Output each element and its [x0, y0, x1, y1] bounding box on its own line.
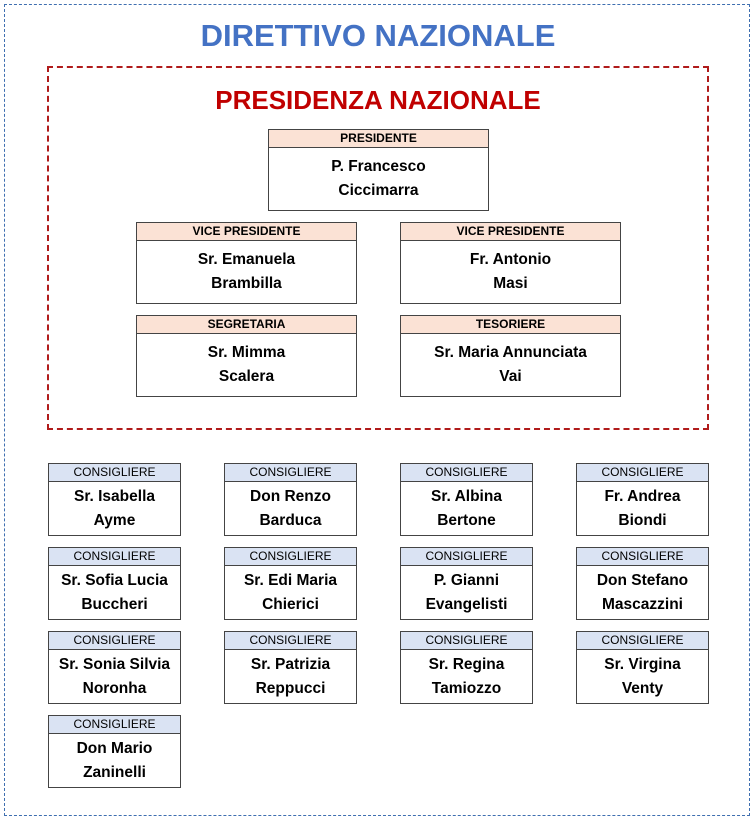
name-line: Don Mario: [76, 740, 153, 757]
name-line: Bertone: [437, 512, 496, 529]
vice-presidente-box: [136, 222, 357, 304]
name-line: Ayme: [93, 512, 136, 529]
consigliere-box: [400, 463, 533, 536]
role-label: CONSIGLIERE: [49, 716, 180, 734]
role-label: CONSIGLIERE: [401, 632, 532, 650]
consigliere-box: [48, 463, 181, 536]
role-label: CONSIGLIERE: [49, 464, 180, 482]
consigliere-box: [576, 463, 709, 536]
name-line: P. Francesco: [331, 158, 426, 175]
consigliere-box: [224, 631, 357, 704]
name-line: Biondi: [618, 512, 667, 529]
member-name: [49, 650, 180, 704]
name-line: Ciccimarra: [338, 182, 419, 199]
name-line: Evangelisti: [425, 596, 508, 613]
name-line: Reppucci: [255, 680, 326, 697]
member-name: [225, 650, 356, 704]
member-name: [401, 241, 620, 303]
member-name: [49, 482, 180, 536]
name-line: Barduca: [259, 512, 322, 529]
name-line: Sr. Maria Annunciata: [434, 344, 587, 361]
name-line: Sr. Virgina: [604, 656, 681, 673]
member-name: [49, 734, 180, 788]
name-line: Vai: [499, 368, 522, 385]
name-line: Noronha: [82, 680, 147, 697]
consigliere-box: [576, 547, 709, 620]
name-line: Sr. Regina: [428, 656, 505, 673]
presidente-box: [268, 129, 489, 211]
name-line: Sr. Isabella: [74, 488, 155, 505]
consigliere-box: [400, 547, 533, 620]
name-line: Sr. Albina: [431, 488, 502, 505]
role-label: SEGRETARIA: [137, 316, 356, 334]
role-label: CONSIGLIERE: [49, 548, 180, 566]
page-title: DIRETTIVO NAZIONALE: [200, 18, 556, 53]
role-label: CONSIGLIERE: [225, 548, 356, 566]
name-line: Sr. Emanuela: [197, 251, 296, 268]
consigliere-box: [48, 715, 181, 788]
name-line: Sr. Patrizia: [250, 656, 331, 673]
member-name: [577, 566, 708, 620]
role-label: CONSIGLIERE: [225, 464, 356, 482]
role-label: CONSIGLIERE: [401, 464, 532, 482]
name-line: Venty: [621, 680, 664, 697]
name-line: Don Renzo: [250, 488, 331, 505]
name-line: Sr. Sofia Lucia: [61, 572, 168, 589]
member-name: [401, 566, 532, 620]
name-line: Fr. Antonio: [469, 251, 552, 268]
member-name: [269, 148, 488, 210]
member-name: [225, 566, 356, 620]
name-line: Mascazzini: [602, 596, 683, 613]
consigliere-box: [48, 631, 181, 704]
role-label: CONSIGLIERE: [401, 548, 532, 566]
name-line: P. Gianni: [433, 572, 500, 589]
role-label: TESORIERE: [401, 316, 620, 334]
role-label: CONSIGLIERE: [49, 632, 180, 650]
member-name: [137, 334, 356, 396]
member-name: [401, 482, 532, 536]
member-name: [49, 566, 180, 620]
name-line: Fr. Andrea: [604, 488, 681, 505]
role-label: CONSIGLIERE: [225, 632, 356, 650]
tesoriere-box: [400, 315, 621, 397]
member-name: [577, 482, 708, 536]
name-line: Sr. Edi Maria: [243, 572, 338, 589]
role-label: VICE PRESIDENTE: [137, 223, 356, 241]
name-line: Scalera: [218, 368, 275, 385]
consigliere-box: [400, 631, 533, 704]
name-line: Sr. Sonia Silvia: [58, 656, 171, 673]
role-label: CONSIGLIERE: [577, 464, 708, 482]
name-line: Don Stefano: [596, 572, 689, 589]
segretaria-box: [136, 315, 357, 397]
vice-presidente-box: [400, 222, 621, 304]
member-name: [137, 241, 356, 303]
presidenza-title: PRESIDENZA NAZIONALE: [215, 85, 541, 115]
role-label: PRESIDENTE: [269, 130, 488, 148]
member-name: [577, 650, 708, 704]
role-label: CONSIGLIERE: [577, 548, 708, 566]
name-line: Tamiozzo: [431, 680, 502, 697]
member-name: [401, 650, 532, 704]
name-line: Masi: [493, 275, 528, 292]
member-name: [401, 334, 620, 396]
role-label: CONSIGLIERE: [577, 632, 708, 650]
name-line: Sr. Mimma: [207, 344, 286, 361]
consigliere-box: [224, 547, 357, 620]
role-label: VICE PRESIDENTE: [401, 223, 620, 241]
name-line: Buccheri: [81, 596, 148, 613]
member-name: [225, 482, 356, 536]
name-line: Chierici: [262, 596, 319, 613]
name-line: Zaninelli: [83, 764, 146, 781]
consigliere-box: [576, 631, 709, 704]
name-line: Brambilla: [211, 275, 282, 292]
consigliere-box: [48, 547, 181, 620]
consigliere-box: [224, 463, 357, 536]
